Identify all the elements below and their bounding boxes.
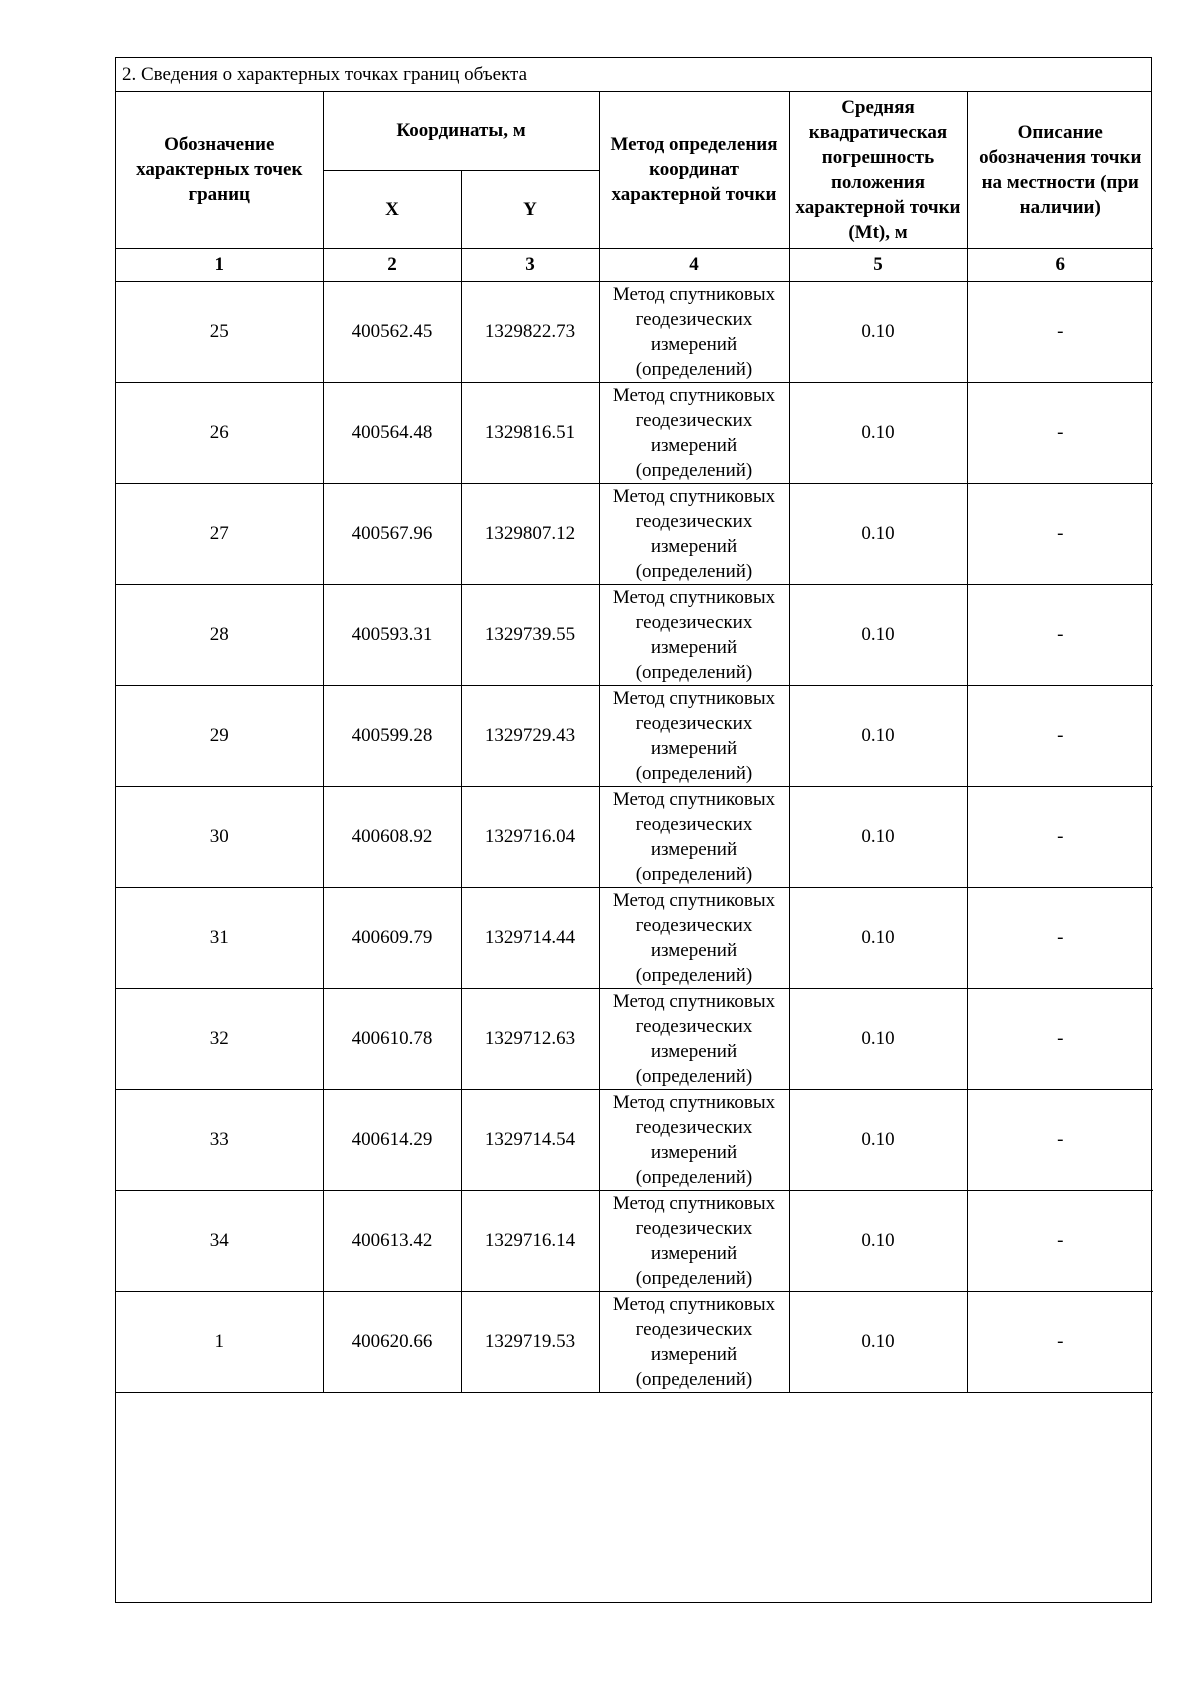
x-cell: 400610.78	[323, 988, 461, 1089]
method-cell: Метод спутниковых геодезических измерений (определений)	[599, 483, 789, 584]
description-cell: -	[967, 1089, 1153, 1190]
x-cell: 400564.48	[323, 382, 461, 483]
y-cell: 1329739.55	[461, 584, 599, 685]
mt-cell: 0.10	[789, 281, 967, 382]
description-cell: -	[967, 988, 1153, 1089]
point-cell: 34	[116, 1190, 323, 1291]
y-cell: 1329807.12	[461, 483, 599, 584]
x-cell: 400620.66	[323, 1291, 461, 1392]
y-cell: 1329714.54	[461, 1089, 599, 1190]
column-number: 3	[461, 248, 599, 281]
x-cell: 400608.92	[323, 786, 461, 887]
header-description: Описание обозначения точки на местности (при наличии)	[967, 92, 1153, 248]
document-frame	[115, 57, 1152, 1603]
description-cell: -	[967, 685, 1153, 786]
table-row	[116, 887, 1153, 988]
y-cell: 1329719.53	[461, 1291, 599, 1392]
mt-cell: 0.10	[789, 786, 967, 887]
point-cell: 31	[116, 887, 323, 988]
method-cell: Метод спутниковых геодезических измерений (определений)	[599, 1291, 789, 1392]
description-cell: -	[967, 887, 1153, 988]
mt-cell: 0.10	[789, 1291, 967, 1392]
description-cell: -	[967, 1190, 1153, 1291]
y-cell: 1329716.14	[461, 1190, 599, 1291]
point-cell: 32	[116, 988, 323, 1089]
table-row	[116, 483, 1153, 584]
description-cell: -	[967, 786, 1153, 887]
table-row	[116, 584, 1153, 685]
description-cell: -	[967, 483, 1153, 584]
method-cell: Метод спутниковых геодезических измерений (определений)	[599, 887, 789, 988]
points-table	[116, 92, 1153, 1393]
table-row	[116, 382, 1153, 483]
description-cell: -	[967, 584, 1153, 685]
column-number: 2	[323, 248, 461, 281]
mt-cell: 0.10	[789, 988, 967, 1089]
x-cell: 400613.42	[323, 1190, 461, 1291]
mt-cell: 0.10	[789, 382, 967, 483]
y-cell: 1329716.04	[461, 786, 599, 887]
header-coordinates: Координаты, м	[323, 92, 599, 170]
x-cell: 400614.29	[323, 1089, 461, 1190]
description-cell: -	[967, 1291, 1153, 1392]
mt-cell: 0.10	[789, 887, 967, 988]
point-cell: 29	[116, 685, 323, 786]
header-method: Метод определения координат характерной точки	[599, 92, 789, 248]
column-numbers-row	[116, 248, 1153, 281]
y-cell: 1329822.73	[461, 281, 599, 382]
table-row	[116, 988, 1153, 1089]
description-cell: -	[967, 382, 1153, 483]
x-cell: 400567.96	[323, 483, 461, 584]
header-x: X	[323, 170, 461, 248]
y-cell: 1329729.43	[461, 685, 599, 786]
header-mean-square-error: Средняя квадратическая погрешность положения характерной точки (Mt), м	[789, 92, 967, 248]
column-number: 5	[789, 248, 967, 281]
table-row	[116, 281, 1153, 382]
mt-cell: 0.10	[789, 483, 967, 584]
header-y: Y	[461, 170, 599, 248]
mt-cell: 0.10	[789, 685, 967, 786]
method-cell: Метод спутниковых геодезических измерений (определений)	[599, 584, 789, 685]
point-cell: 27	[116, 483, 323, 584]
mt-cell: 0.10	[789, 1089, 967, 1190]
table-row	[116, 1291, 1153, 1392]
y-cell: 1329712.63	[461, 988, 599, 1089]
table-body	[116, 281, 1153, 1392]
header-point-designation: Обозначение характерных точек границ	[116, 92, 323, 248]
column-number: 6	[967, 248, 1153, 281]
x-cell: 400609.79	[323, 887, 461, 988]
method-cell: Метод спутниковых геодезических измерений (определений)	[599, 786, 789, 887]
point-cell: 1	[116, 1291, 323, 1392]
point-cell: 30	[116, 786, 323, 887]
column-number: 1	[116, 248, 323, 281]
point-cell: 25	[116, 281, 323, 382]
column-number: 4	[599, 248, 789, 281]
method-cell: Метод спутниковых геодезических измерений (определений)	[599, 1190, 789, 1291]
description-cell: -	[967, 281, 1153, 382]
section-title: 2. Сведения о характерных точках границ объекта	[116, 58, 1151, 92]
point-cell: 33	[116, 1089, 323, 1190]
mt-cell: 0.10	[789, 584, 967, 685]
method-cell: Метод спутниковых геодезических измерений (определений)	[599, 685, 789, 786]
table-row	[116, 1190, 1153, 1291]
point-cell: 28	[116, 584, 323, 685]
y-cell: 1329816.51	[461, 382, 599, 483]
x-cell: 400562.45	[323, 281, 461, 382]
point-cell: 26	[116, 382, 323, 483]
table-row	[116, 685, 1153, 786]
y-cell: 1329714.44	[461, 887, 599, 988]
x-cell: 400593.31	[323, 584, 461, 685]
table-row	[116, 786, 1153, 887]
method-cell: Метод спутниковых геодезических измерений (определений)	[599, 988, 789, 1089]
method-cell: Метод спутниковых геодезических измерений (определений)	[599, 281, 789, 382]
method-cell: Метод спутниковых геодезических измерений (определений)	[599, 382, 789, 483]
mt-cell: 0.10	[789, 1190, 967, 1291]
method-cell: Метод спутниковых геодезических измерений (определений)	[599, 1089, 789, 1190]
table-row	[116, 1089, 1153, 1190]
x-cell: 400599.28	[323, 685, 461, 786]
